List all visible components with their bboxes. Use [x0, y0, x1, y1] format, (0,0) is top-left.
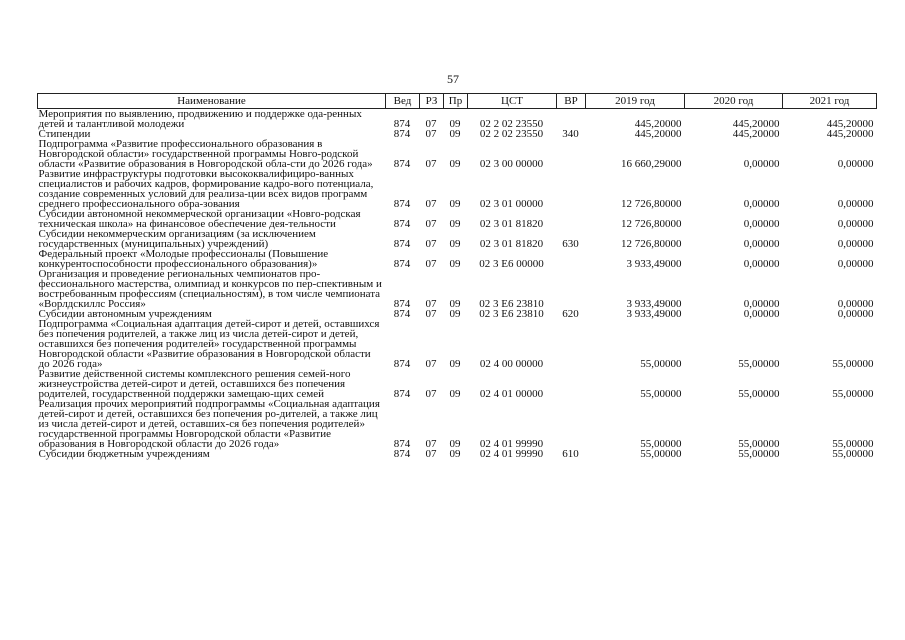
- row-name: Развитие инфраструктуры подготовки высококвалифициро-ванных специалистов и рабочих кадров, формирование кадро-вого потенциала, создание современных условий для реализа-ции всех видов программ среднего профессионального обра-зования: [38, 168, 374, 210]
- row-2021: 445,20000: [826, 118, 874, 130]
- row-2019: 3 933,49000: [626, 258, 682, 270]
- row-2019: 12 726,80000: [621, 198, 682, 210]
- row-cst: 02 3 Е6 23810: [479, 298, 544, 310]
- row-cst: 02 4 01 00000: [479, 388, 544, 400]
- row-2021: 445,20000: [826, 128, 874, 140]
- row-2021: 0,00000: [837, 198, 874, 210]
- row-ved: 874: [393, 218, 411, 230]
- row-2020: 0,00000: [743, 238, 780, 250]
- row-pr: 09: [449, 128, 461, 140]
- row-vr: [557, 169, 586, 209]
- row-2019: 16 660,29000: [621, 158, 682, 170]
- col-header-2020: 2020 год: [685, 94, 783, 109]
- row-rz: 07: [425, 128, 437, 140]
- row-ved: 874: [393, 308, 411, 320]
- row-2019: 445,20000: [634, 128, 682, 140]
- row-2021: 55,00000: [832, 448, 874, 460]
- row-name: Мероприятия по выявлению, продвижению и поддержке ода-ренных детей и талантливой молодежи: [38, 108, 362, 130]
- row-vr: [557, 399, 586, 449]
- row-ved: 874: [393, 158, 411, 170]
- row-pr: 09: [449, 198, 461, 210]
- row-name: Субсидии автономной некоммерческой организации «Новго-родская техническая школа» на финансовое обеспечение дея-тельности: [38, 208, 361, 230]
- row-2019: 55,00000: [640, 448, 682, 460]
- row-rz: 07: [425, 388, 437, 400]
- row-pr: 09: [449, 258, 461, 270]
- row-name: Развитие действенной системы комплексного решения семей-ного жизнеустройства детей-сирот и детей, оставшихся без попечения родителей, государственной поддержки замещаю-щих семей: [38, 368, 351, 400]
- row-vr: [557, 269, 586, 309]
- row-ved: 874: [393, 448, 411, 460]
- row-2020: 0,00000: [743, 308, 780, 320]
- row-pr: 09: [449, 118, 461, 130]
- row-ved: 874: [393, 258, 411, 270]
- row-2021: 55,00000: [832, 438, 874, 450]
- row-cst: 02 3 Е6 23810: [479, 308, 544, 320]
- row-ved: 874: [393, 298, 411, 310]
- table-row: [38, 369, 877, 399]
- row-pr: 09: [449, 358, 461, 370]
- col-header-2021: 2021 год: [783, 94, 877, 109]
- row-2020: 55,00000: [738, 388, 780, 400]
- row-name: Субсидии некоммерческим организациям (за исключением государственных (муниципальных) учреждений): [38, 228, 316, 250]
- col-header-name: Наименование: [38, 94, 386, 109]
- row-cst: 02 2 02 23550: [479, 128, 544, 140]
- row-pr: 09: [449, 218, 461, 230]
- row-name: Организация и проведение региональных чемпионатов про-фессионального мастерства, олимпиад и конкурсов по пер-спективным и востребованным профессиям (специальностям), в том числе чемпионата «Ворлдскиллс Россия»: [38, 268, 382, 310]
- row-pr: 09: [449, 448, 461, 460]
- row-2021: 0,00000: [837, 308, 874, 320]
- row-cst: 02 3 00 00000: [479, 158, 544, 170]
- row-vr: [557, 369, 586, 399]
- page-number: 57: [447, 72, 459, 86]
- row-ved: 874: [393, 438, 411, 450]
- row-2020: 0,00000: [743, 198, 780, 210]
- row-2019: 55,00000: [640, 438, 682, 450]
- row-2020: 445,20000: [732, 118, 780, 130]
- row-cst: 02 3 01 00000: [479, 198, 544, 210]
- table-row: [38, 229, 877, 249]
- table-row: [38, 169, 877, 209]
- row-2019: 3 933,49000: [626, 298, 682, 310]
- row-2019: 445,20000: [634, 118, 682, 130]
- row-pr: 09: [449, 388, 461, 400]
- table-row: [38, 209, 877, 229]
- row-pr: 09: [449, 158, 461, 170]
- row-2021: 0,00000: [837, 298, 874, 310]
- row-vr: 620: [562, 308, 579, 320]
- table-row: [38, 319, 877, 369]
- row-2020: 55,00000: [738, 438, 780, 450]
- row-rz: 07: [425, 198, 437, 210]
- table-header-row: [38, 94, 877, 109]
- row-rz: 07: [425, 358, 437, 370]
- row-2020: 55,00000: [738, 448, 780, 460]
- row-name: Подпрограмма «Социальная адаптация детей-сирот и детей, оставшихся без попечения родителей, а также лиц из числа детей-сирот и детей, оставшихся без попечения родителей» государственной программы Новгородской области «Развитие образования в Новгородской области до 2026 года»: [38, 318, 380, 370]
- table-row: [38, 269, 877, 309]
- col-header-vr: ВР: [557, 94, 586, 109]
- row-ved: 874: [393, 388, 411, 400]
- row-2020: 55,00000: [738, 358, 780, 370]
- row-2021: 0,00000: [837, 158, 874, 170]
- col-header-cst: ЦСТ: [468, 94, 557, 109]
- budget-table: [37, 93, 877, 459]
- row-vr: [557, 319, 586, 369]
- col-header-ved: Вед: [386, 94, 420, 109]
- row-rz: 07: [425, 258, 437, 270]
- row-name: Реализация прочих мероприятий подпрограммы «Социальная адаптация детей-сирот и детей, оставшихся без попечения ро-дителей, а также лиц из числа детей-сирот и детей, оставших-ся без попечения родителей» государственной программы Новгородской области «Развитие образования в Новгородской области до 2026 года»: [38, 398, 380, 450]
- row-cst: 02 4 01 99990: [479, 448, 544, 460]
- row-2021: 0,00000: [837, 258, 874, 270]
- row-vr: 630: [562, 238, 579, 250]
- row-pr: 09: [449, 298, 461, 310]
- row-vr: 340: [562, 128, 579, 140]
- col-header-rz: РЗ: [420, 94, 444, 109]
- row-name: Федеральный проект «Молодые профессионалы (Повышение конкурентоспособности профессионального образования)»: [38, 248, 329, 270]
- row-name: Стипендии: [38, 128, 91, 140]
- row-pr: 09: [449, 308, 461, 320]
- row-2020: 445,20000: [732, 128, 780, 140]
- row-ved: 874: [393, 198, 411, 210]
- table-row: [38, 449, 877, 459]
- row-rz: 07: [425, 298, 437, 310]
- row-ved: 874: [393, 238, 411, 250]
- row-cst: 02 3 01 81820: [479, 238, 544, 250]
- row-2019: 12 726,80000: [621, 238, 682, 250]
- row-rz: 07: [425, 158, 437, 170]
- row-2021: 0,00000: [837, 238, 874, 250]
- row-rz: 07: [425, 238, 437, 250]
- row-cst: 02 2 02 23550: [479, 118, 544, 130]
- row-2020: 0,00000: [743, 298, 780, 310]
- row-rz: 07: [425, 118, 437, 130]
- row-ved: 874: [393, 128, 411, 140]
- row-cst: 02 4 00 00000: [479, 358, 544, 370]
- table-row: [38, 139, 877, 169]
- row-cst: 02 3 Е6 00000: [479, 258, 544, 270]
- row-cst: 02 4 01 99990: [479, 438, 544, 450]
- row-2021: 0,00000: [837, 218, 874, 230]
- row-2020: 0,00000: [743, 258, 780, 270]
- row-2020: 0,00000: [743, 158, 780, 170]
- table-row: [38, 249, 877, 269]
- row-2021: 55,00000: [832, 358, 874, 370]
- row-name: Субсидии автономным учреждениям: [38, 308, 212, 320]
- row-cst: 02 3 01 81820: [479, 218, 544, 230]
- row-vr: [557, 109, 586, 130]
- row-rz: 07: [425, 308, 437, 320]
- row-name: Подпрограмма «Развитие профессионального образования в Новгородской области» государственной программы Новго-родской области «Развитие образования в Новгородской обла-сти до 2026 года»: [38, 138, 373, 170]
- row-vr: 610: [562, 448, 579, 460]
- col-header-pr: Пр: [444, 94, 468, 109]
- row-pr: 09: [449, 438, 461, 450]
- row-rz: 07: [425, 438, 437, 450]
- row-2021: 55,00000: [832, 388, 874, 400]
- row-rz: 07: [425, 448, 437, 460]
- row-rz: 07: [425, 218, 437, 230]
- row-2020: 0,00000: [743, 218, 780, 230]
- table-row: [38, 399, 877, 449]
- table-row: [38, 109, 877, 130]
- row-2019: 3 933,49000: [626, 308, 682, 320]
- row-ved: 874: [393, 358, 411, 370]
- row-vr: [557, 209, 586, 229]
- row-2019: 12 726,80000: [621, 218, 682, 230]
- row-vr: [557, 139, 586, 169]
- row-ved: 874: [393, 118, 411, 130]
- row-2019: 55,00000: [640, 358, 682, 370]
- row-vr: [557, 249, 586, 269]
- row-2019: 55,00000: [640, 388, 682, 400]
- col-header-2019: 2019 год: [586, 94, 685, 109]
- row-pr: 09: [449, 238, 461, 250]
- row-name: Субсидии бюджетным учреждениям: [38, 448, 210, 460]
